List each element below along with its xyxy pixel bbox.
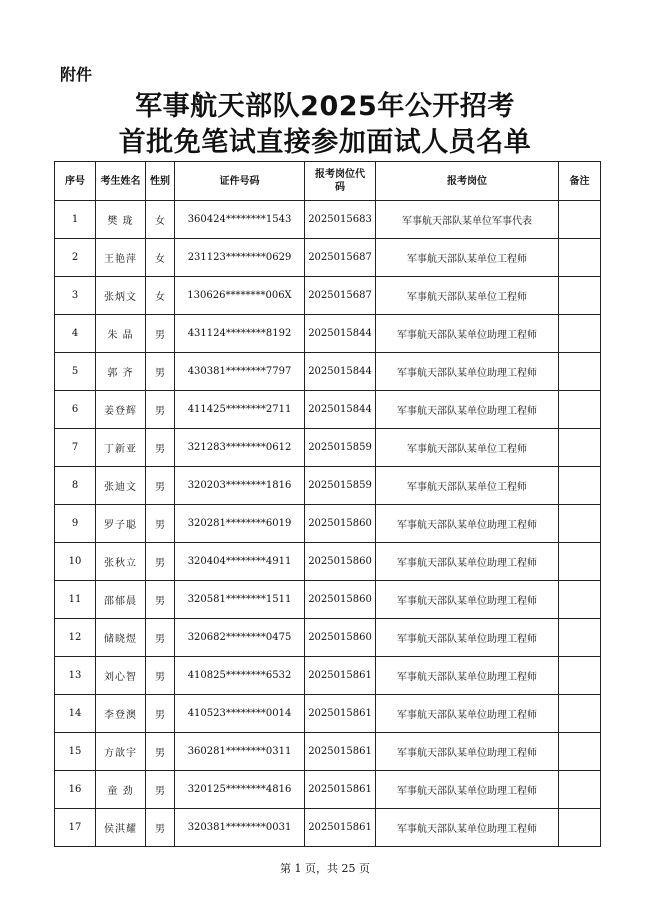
cell-name: 方歆宇 <box>96 733 146 771</box>
table-row <box>55 657 601 695</box>
table-row <box>55 619 601 657</box>
cell-name: 张炳文 <box>96 277 146 315</box>
cell-remark <box>559 695 601 733</box>
cell-name: 丁新亚 <box>96 429 146 467</box>
cell-serial: 12 <box>55 619 96 657</box>
cell-gender: 男 <box>146 429 175 467</box>
cell-gender: 男 <box>146 809 175 847</box>
cell-gender: 男 <box>146 695 175 733</box>
table-row <box>55 239 601 277</box>
cell-name: 王艳萍 <box>96 239 146 277</box>
cell-position: 军事航天部队某单位工程师 <box>376 467 559 505</box>
cell-serial: 14 <box>55 695 96 733</box>
cell-remark <box>559 239 601 277</box>
cell-name: 刘心智 <box>96 657 146 695</box>
cell-position: 军事航天部队某单位助理工程师 <box>376 505 559 543</box>
cell-position: 军事航天部队某单位助理工程师 <box>376 543 559 581</box>
cell-gender: 男 <box>146 657 175 695</box>
cell-gender: 女 <box>146 277 175 315</box>
cell-position-code: 2025015859 <box>305 467 376 505</box>
cell-id-number: 320125********4816 <box>175 771 305 809</box>
cell-name: 张迪文 <box>96 467 146 505</box>
cell-name: 罗子聪 <box>96 505 146 543</box>
cell-position-code: 2025015861 <box>305 695 376 733</box>
cell-position: 军事航天部队某单位助理工程师 <box>376 809 559 847</box>
cell-serial: 5 <box>55 353 96 391</box>
candidate-table <box>54 161 601 847</box>
cell-serial: 10 <box>55 543 96 581</box>
attachment-label: 附件 <box>60 65 93 84</box>
cell-position-code: 2025015861 <box>305 809 376 847</box>
cell-name: 樊 珑 <box>96 201 146 239</box>
cell-position: 军事航天部队某单位助理工程师 <box>376 733 559 771</box>
cell-id-number: 411425********2711 <box>175 391 305 429</box>
cell-position: 军事航天部队某单位工程师 <box>376 429 559 467</box>
cell-position-code: 2025015860 <box>305 619 376 657</box>
header-position-code: 报考岗位代码 <box>305 162 376 201</box>
table-row <box>55 695 601 733</box>
cell-name: 童 劲 <box>96 771 146 809</box>
cell-name: 邵郁晨 <box>96 581 146 619</box>
table-row <box>55 543 601 581</box>
cell-gender: 男 <box>146 353 175 391</box>
table-row <box>55 809 601 847</box>
table-row <box>55 467 601 505</box>
cell-gender: 男 <box>146 733 175 771</box>
cell-position-code: 2025015861 <box>305 733 376 771</box>
cell-serial: 17 <box>55 809 96 847</box>
cell-serial: 4 <box>55 315 96 353</box>
header-name: 考生姓名 <box>96 162 146 201</box>
cell-id-number: 360424********1543 <box>175 201 305 239</box>
cell-name: 朱 晶 <box>96 315 146 353</box>
cell-position-code: 2025015860 <box>305 543 376 581</box>
cell-remark <box>559 429 601 467</box>
cell-remark <box>559 201 601 239</box>
cell-id-number: 130626********006X <box>175 277 305 315</box>
cell-position: 军事航天部队某单位军事代表 <box>376 201 559 239</box>
cell-id-number: 431124********8192 <box>175 315 305 353</box>
cell-serial: 6 <box>55 391 96 429</box>
cell-remark <box>559 809 601 847</box>
cell-position-code: 2025015687 <box>305 277 376 315</box>
table-row <box>55 733 601 771</box>
cell-name: 侯淇耀 <box>96 809 146 847</box>
cell-position: 军事航天部队某单位助理工程师 <box>376 353 559 391</box>
header-remark: 备注 <box>559 162 601 201</box>
cell-position: 军事航天部队某单位工程师 <box>376 277 559 315</box>
cell-position-code: 2025015844 <box>305 391 376 429</box>
cell-position: 军事航天部队某单位助理工程师 <box>376 657 559 695</box>
cell-position: 军事航天部队某单位助理工程师 <box>376 581 559 619</box>
cell-id-number: 320381********0031 <box>175 809 305 847</box>
cell-position-code: 2025015860 <box>305 581 376 619</box>
cell-position: 军事航天部队某单位助理工程师 <box>376 391 559 429</box>
cell-serial: 13 <box>55 657 96 695</box>
table-row <box>55 277 601 315</box>
document-title-line-2: 首批免笔试直接参加面试人员名单 <box>118 127 532 158</box>
cell-position-code: 2025015683 <box>305 201 376 239</box>
cell-position-code: 2025015687 <box>305 239 376 277</box>
table-row <box>55 429 601 467</box>
cell-remark <box>559 581 601 619</box>
header-gender: 性别 <box>146 162 175 201</box>
table-row <box>55 771 601 809</box>
cell-id-number: 320203********1816 <box>175 467 305 505</box>
cell-position-code: 2025015861 <box>305 771 376 809</box>
cell-serial: 2 <box>55 239 96 277</box>
cell-name: 储晓煜 <box>96 619 146 657</box>
table-row <box>55 353 601 391</box>
cell-serial: 1 <box>55 201 96 239</box>
cell-name: 郭 齐 <box>96 353 146 391</box>
cell-id-number: 231123********0629 <box>175 239 305 277</box>
cell-gender: 女 <box>146 201 175 239</box>
cell-position-code: 2025015860 <box>305 505 376 543</box>
cell-serial: 15 <box>55 733 96 771</box>
cell-position-code: 2025015844 <box>305 315 376 353</box>
page-footer: 第 1 页，共 25 页 <box>280 862 370 875</box>
cell-gender: 男 <box>146 619 175 657</box>
cell-position: 军事航天部队某单位助理工程师 <box>376 695 559 733</box>
cell-position: 军事航天部队某单位工程师 <box>376 239 559 277</box>
cell-serial: 3 <box>55 277 96 315</box>
cell-gender: 男 <box>146 543 175 581</box>
cell-gender: 男 <box>146 771 175 809</box>
cell-position: 军事航天部队某单位助理工程师 <box>376 315 559 353</box>
table-row <box>55 315 601 353</box>
cell-remark <box>559 391 601 429</box>
cell-gender: 男 <box>146 467 175 505</box>
cell-remark <box>559 353 601 391</box>
cell-serial: 7 <box>55 429 96 467</box>
header-serial: 序号 <box>55 162 96 201</box>
cell-serial: 9 <box>55 505 96 543</box>
cell-remark <box>559 657 601 695</box>
cell-remark <box>559 315 601 353</box>
cell-remark <box>559 505 601 543</box>
cell-remark <box>559 467 601 505</box>
cell-position-code: 2025015861 <box>305 657 376 695</box>
cell-position: 军事航天部队某单位助理工程师 <box>376 771 559 809</box>
table-row <box>55 391 601 429</box>
cell-remark <box>559 543 601 581</box>
cell-gender: 女 <box>146 239 175 277</box>
table-row <box>55 505 601 543</box>
cell-remark <box>559 771 601 809</box>
table-header-row <box>55 162 601 201</box>
cell-serial: 16 <box>55 771 96 809</box>
cell-gender: 男 <box>146 315 175 353</box>
cell-name: 李登澳 <box>96 695 146 733</box>
cell-id-number: 320581********1511 <box>175 581 305 619</box>
cell-id-number: 320682********0475 <box>175 619 305 657</box>
cell-gender: 男 <box>146 581 175 619</box>
cell-id-number: 360281********0311 <box>175 733 305 771</box>
cell-gender: 男 <box>146 391 175 429</box>
cell-serial: 8 <box>55 467 96 505</box>
cell-id-number: 410825********6532 <box>175 657 305 695</box>
table-row <box>55 581 601 619</box>
cell-id-number: 320281********6019 <box>175 505 305 543</box>
cell-position: 军事航天部队某单位助理工程师 <box>376 619 559 657</box>
header-id-number: 证件号码 <box>175 162 305 201</box>
table-row <box>55 201 601 239</box>
cell-remark <box>559 619 601 657</box>
cell-id-number: 320404********4911 <box>175 543 305 581</box>
document-title-line-1: 军事航天部队2025年公开招考 <box>135 91 515 122</box>
cell-serial: 11 <box>55 581 96 619</box>
cell-id-number: 321283********0612 <box>175 429 305 467</box>
cell-remark <box>559 733 601 771</box>
cell-id-number: 410523********0014 <box>175 695 305 733</box>
header-position: 报考岗位 <box>376 162 559 201</box>
cell-gender: 男 <box>146 505 175 543</box>
cell-name: 姜登辉 <box>96 391 146 429</box>
cell-remark <box>559 277 601 315</box>
cell-position-code: 2025015844 <box>305 353 376 391</box>
cell-position-code: 2025015859 <box>305 429 376 467</box>
cell-id-number: 430381********7797 <box>175 353 305 391</box>
cell-name: 张秋立 <box>96 543 146 581</box>
